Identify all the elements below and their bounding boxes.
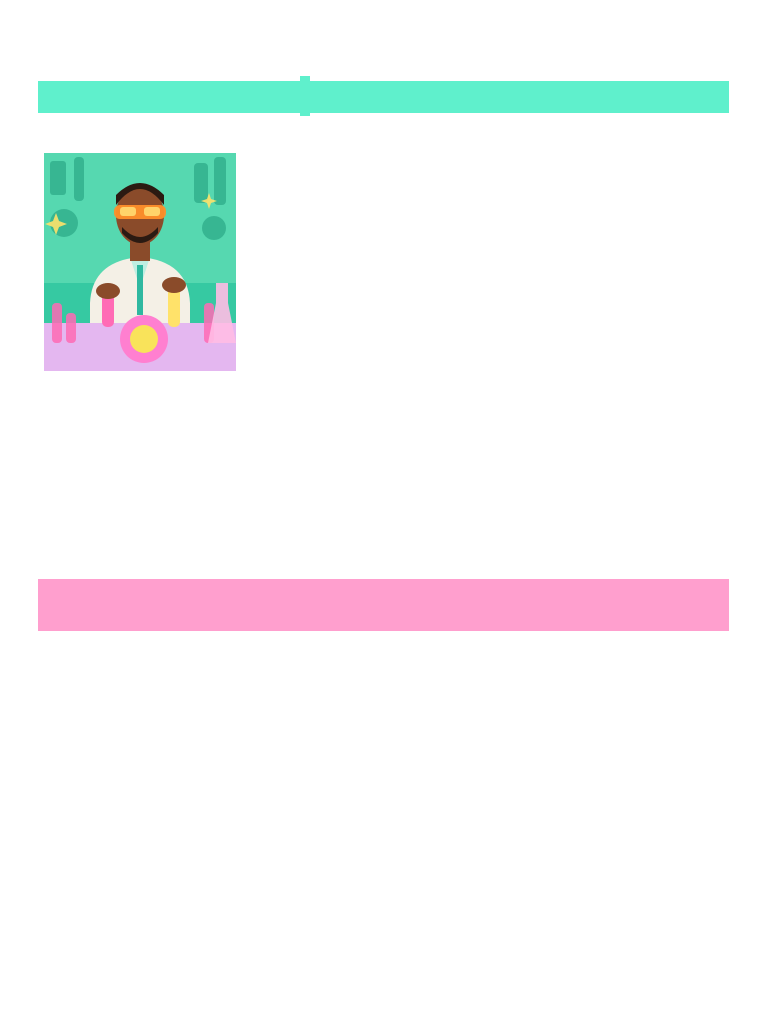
title-banner bbox=[38, 81, 729, 113]
answer-banner bbox=[38, 579, 729, 631]
title-cursor-mark bbox=[300, 76, 310, 116]
chemistry-teacher-illustration bbox=[44, 153, 236, 371]
